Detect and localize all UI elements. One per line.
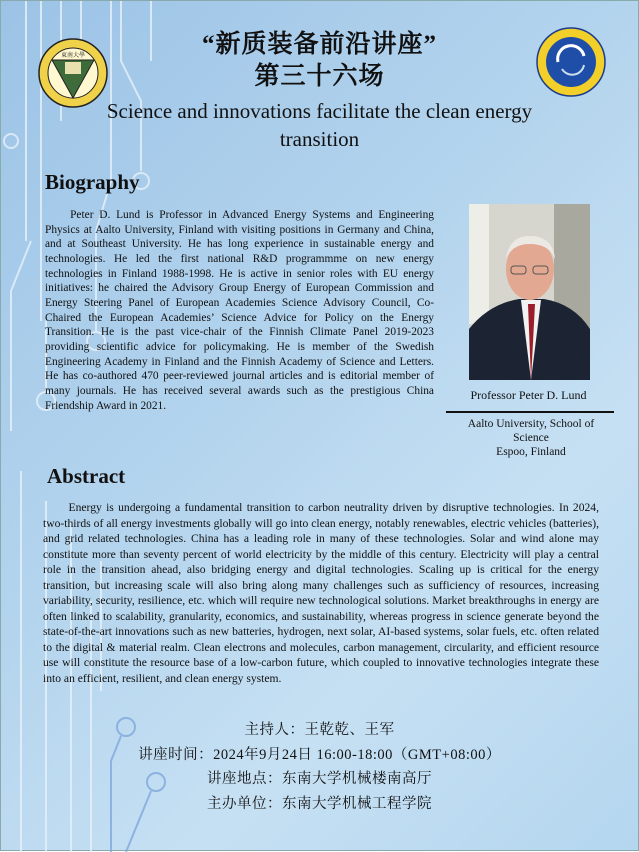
speaker-affiliation	[451, 417, 611, 459]
session-number: 第三十六场	[254, 63, 385, 90]
speaker-photo	[469, 204, 590, 380]
host-line: 主持人：王乾乾、王军	[244, 722, 395, 738]
svg-text:東南大學: 東南大學	[60, 53, 86, 59]
organizer-line: 主办单位：东南大学机械工程学院	[207, 795, 432, 812]
photo-caption: Professor Peter D. Lund	[470, 388, 587, 402]
series-title: “新质装备前沿讲座”	[201, 31, 437, 58]
abstract-heading: Abstract	[47, 464, 126, 488]
venue-line: 讲座地点：东南大学机械楼南高厅	[207, 771, 432, 787]
time-line: 讲座时间：2024年9月24日 16:00-18:00（GMT+08:00）	[138, 746, 501, 763]
affiliation-institution: Aalto University, School of Science	[467, 418, 595, 444]
event-details	[1, 718, 638, 816]
biography-text: Peter D. Lund is Professor in Advanced Energy Systems and Engineering Physics at Aalto University, Finland with visiting positions in Germany and China, and at Southeast University. He has long experience in sustainable energy and technologies. He led the first national R&D programmme on new energy technologies in Finland 1988-1998. He is active in senior roles with EU energy initiatives: he chaired the Advisory Group Energy of European Commission and Energy Steering Panel of European Academies Science Advisory Council, Co-Chaired the European Academies’ Science Advice for Policy on the Energy Transition. He is the past vice-chair of the Finnish Climate Panel 2019-2023 providing scientific advice for policymaking. He is member of the Swedish Engineering Academy in Finland and the Finnish Academy of Science and Letters. He has co-authored 470 peer-reviewed journal articles and is editorial member of many journals. He has received several awards such as the prestigious China Friendship Award in 2021.	[45, 209, 434, 412]
abstract-text: Energy is undergoing a fundamental transition to carbon neutrality driven by disruptive technologies. In 2024, two-thirds of all energy investments globally will go into clean energy, notably renewables, electric vehicles (batteries), and grid related technologies. China has a leading role in many of these technologies. Solar and wind alone may constitute more than seventy percent of world electricity by the middle of this century. Electricity will play a central role in the transition ahead, also bridging energy and digital technologies. Scaling up is critical for the energy transition, but increasing scale will also bring along many challenges such as sufficiency of resources, increasing variability, security, resilience, etc. which will require new technological solutions. Market breakthroughs in energy are often linked to scalability, granularity, economics, and sustainability, whereas progress in science generate beyond the state-of-the-art innovations such as new batteries, hydrogen, next solar, AI-based systems, solar fuels, etc. often related to the digital & material realm. Clean electrons and molecules, carbon management, circularity, and efficient resource use will constitute the resource base of a low-carbon future, which coupled to innovative technologies integrate these into an efficient, resilient, and clean energy system.	[43, 501, 599, 686]
biography-heading: Biography	[45, 170, 140, 194]
caption-divider	[446, 411, 614, 413]
affiliation-location: Espoo, Finland	[496, 446, 566, 458]
poster-title-cn	[1, 29, 638, 93]
lecture-title: Science and innovations facilitate the clean energy transition	[106, 99, 533, 151]
